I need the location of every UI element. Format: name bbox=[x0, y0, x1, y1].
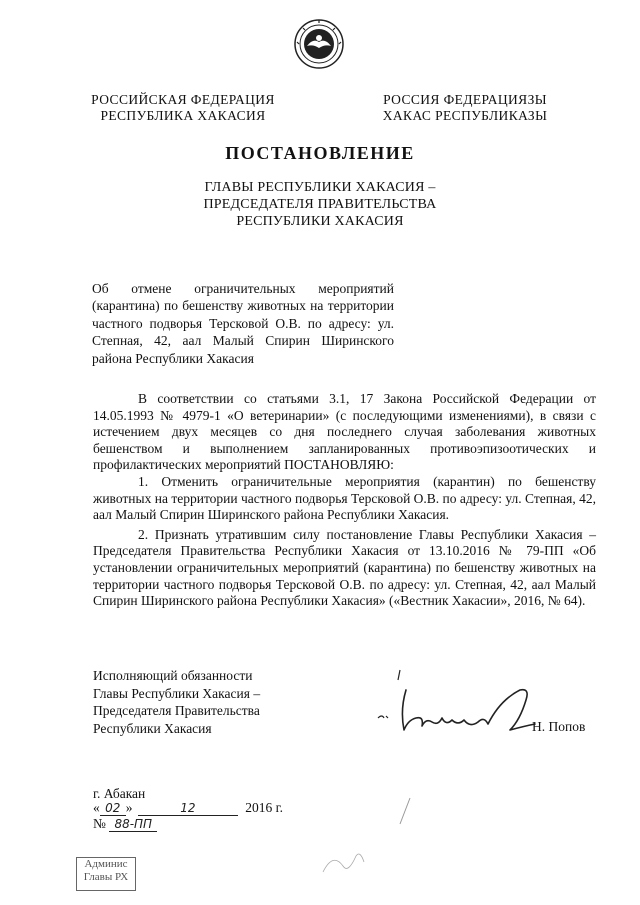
signatory-line: Республики Хакасия bbox=[93, 720, 212, 736]
number-prefix: № bbox=[93, 816, 106, 831]
registration-stamp bbox=[76, 857, 136, 891]
subtitle-line: ГЛАВЫ РЕСПУБЛИКИ ХАКАСИЯ – bbox=[204, 180, 436, 195]
body-item-2: 2. Признать утратившим силу постановление Главы Республики Хакасия – Председателя Правительства Республики Хакасия от 13.10.2016 № 79-ПП «Об установлении ограничительных мероприятий (карантина) по бешенству животных на территории частного подворья Терсковой О.В. по адресу: ул. Степная, 42, аал Малый Спирин Ширинского района Республики Хакасия» («Вестник Хакасии», 2016, № 64). bbox=[93, 526, 596, 609]
stamp-line: Главы РХ bbox=[83, 871, 129, 883]
pencil-scribble bbox=[318, 842, 368, 882]
document-number bbox=[93, 816, 157, 832]
date-year: 2016 г. bbox=[245, 800, 284, 815]
date-month: 12 bbox=[138, 801, 238, 816]
pencil-mark bbox=[395, 796, 415, 826]
header-right-line: РОССИЯ ФЕДЕРАЦИЯЗЫ bbox=[383, 92, 547, 107]
document-date bbox=[93, 800, 283, 816]
body-preamble: В соответствии со статьями 3.1, 17 Закона Российской Федерации от 14.05.1993 № 4979-1 «О ветеринарии» (с последующими изменениями), в связи с истечением двух месяцев со дня последнего случая заболевания животных бешенством и выполнением запланированных противоэпизоотических и профилактических мероприятий ПОСТАНОВЛЯЮ: bbox=[93, 391, 596, 473]
signatory-position bbox=[93, 667, 323, 737]
document-title: ПОСТАНОВЛЕНИЕ bbox=[225, 143, 415, 163]
stamp-line: Админис bbox=[84, 858, 128, 870]
header-left-line: РОССИЙСКАЯ ФЕДЕРАЦИЯ bbox=[91, 92, 275, 107]
number-value: 88-ПП bbox=[109, 817, 157, 832]
date-open-quote: « bbox=[93, 800, 100, 815]
header-left-line: РЕСПУБЛИКА ХАКАСИЯ bbox=[100, 108, 266, 123]
body-text bbox=[93, 391, 596, 610]
document-subtitle bbox=[150, 179, 490, 230]
body-item-1: 1. Отменить ограничительные мероприятия (карантин) по бешенству животных на территории частного подворья Терсковой О.В. по адресу: ул. Степная, 42, аал Малый Спирин Ширинского района Республики Хакасия. bbox=[93, 473, 596, 523]
signatory-line: Исполняющий обязанности bbox=[93, 668, 253, 683]
handwritten-signature bbox=[370, 660, 540, 740]
date-close-quote: » bbox=[125, 800, 133, 815]
header-right bbox=[375, 92, 555, 124]
signatory-line: Главы Республики Хакасия – bbox=[93, 685, 261, 701]
signatory-name: Н. Попов bbox=[532, 719, 586, 734]
subtitle-line: ПРЕДСЕДАТЕЛЯ ПРАВИТЕЛЬСТВА bbox=[203, 197, 437, 212]
signatory-line: Председателя Правительства bbox=[93, 703, 260, 719]
coat-of-arms-emblem bbox=[293, 18, 345, 70]
header-right-line: ХАКАС РЕСПУБЛИКАЗЫ bbox=[382, 108, 548, 123]
city: г. Абакан bbox=[93, 786, 146, 801]
date-day: 02 bbox=[100, 801, 126, 816]
header-left bbox=[88, 92, 278, 124]
subtitle-line: РЕСПУБЛИКИ ХАКАСИЯ bbox=[236, 214, 404, 229]
document-subject: Об отмене ограничительных мероприятий (карантина) по бешенству животных на территории частного подворья Терсковой О.В. по адресу: ул. Степная, 42, аал Малый Спирин Ширинского района Республики Хакасия bbox=[92, 281, 394, 366]
